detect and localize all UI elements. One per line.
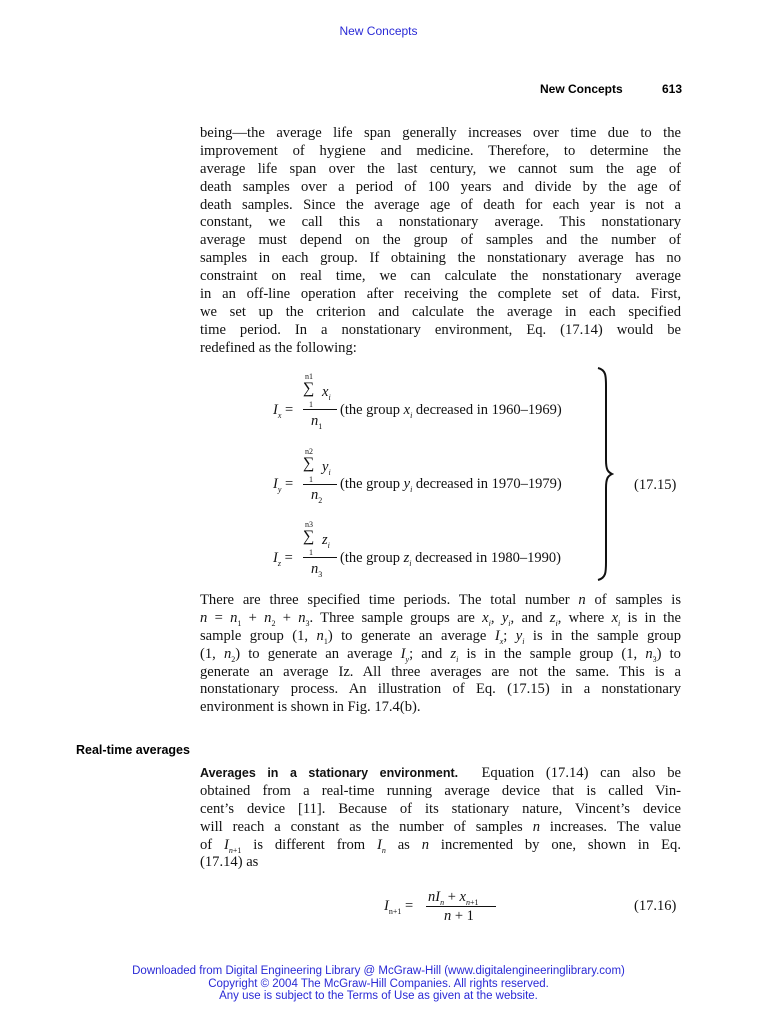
section-heading: Real-time averages <box>76 743 190 757</box>
footer-notice[interactable] <box>0 965 757 1003</box>
fraction-bar <box>303 484 337 485</box>
sum-lower-limit: 1 <box>309 548 313 557</box>
sum-lower-limit: 1 <box>309 400 313 409</box>
eq16-lhs: $I_{n+1}$ = <box>384 898 414 916</box>
text-line: generate an average Iz. All three averages are not the same. This is a <box>200 663 681 680</box>
text-line: (1, $n_2$) to generate an average $I_y$; and $z_i$ is in the sample group (1, $n_3$) to <box>200 645 681 664</box>
text-line: of $I_{n+1}$ is different from $I_n$ as n incremented by one, shown in Eq. <box>200 836 681 855</box>
sum-upper-limit: n2 <box>305 447 313 456</box>
denominator: $n_3$ <box>311 561 323 579</box>
text-line: sample group (1, $n_1$) to generate an average $I_x$; $y_i$ is in the sample group <box>200 627 682 646</box>
denominator: $n_1$ <box>311 413 323 431</box>
text-line: we set up the criterion and calculate the average in each specified <box>200 303 681 320</box>
eq16-numerator: $nI_n + x_{n+1}$ <box>428 889 479 907</box>
footer-line[interactable]: Downloaded from Digital Engineering Library @ McGraw-Hill (www.digitalengineeringlibrary.com) <box>132 965 625 977</box>
text-line: obtained from a real-time running average device that is called Vin- <box>200 782 681 799</box>
text-line: average must depend on the group of samples and the number of <box>200 232 681 249</box>
text-line: Averages in a stationary environment. Equation (17.14) can also be <box>200 765 681 781</box>
text-line: There are three specified time periods. The total number n of samples is <box>200 592 681 608</box>
text-line: time period. In a nonstationary environment, Eq. (17.14) would be <box>200 321 681 338</box>
text-line: constraint on real time, we can calculate the nonstationary average <box>200 268 681 285</box>
right-brace <box>596 366 614 582</box>
eq-row-lhs: $I_y$ = <box>273 476 294 494</box>
eq16-denominator: n + 1 <box>444 908 474 924</box>
sum-lower-limit: 1 <box>309 475 313 484</box>
top-link[interactable]: New Concepts <box>339 24 418 38</box>
text-line: in an off-line operation after receiving the complete set of data. First, <box>200 286 681 303</box>
summand: $y_i$ <box>322 459 331 477</box>
fraction-bar <box>303 557 337 558</box>
text-line: environment is shown in Fig. 17.4(b). <box>200 699 421 716</box>
sigma-symbol: ∑ <box>303 380 315 397</box>
summand: $z_i$ <box>322 532 330 550</box>
text-line: constant, we call this a nonstationary average. This nonstationary <box>200 214 681 231</box>
sum-upper-limit: n1 <box>305 372 313 381</box>
eq-row-annotation: (the group $y_i$ decreased in 1970–1979) <box>340 476 562 494</box>
fraction-bar <box>303 409 337 410</box>
text-line: nonstationary process. An illustration of Eq. (17.15) in a nonstationary <box>200 681 681 698</box>
runin-heading: Averages in a stationary environment. <box>200 766 459 780</box>
denominator: $n_2$ <box>311 487 323 505</box>
running-title: New Concepts <box>540 82 623 96</box>
sum-upper-limit: n3 <box>305 520 313 529</box>
text-line: will reach a constant as the number of samples n increases. The value <box>200 818 681 835</box>
summand: $x_i$ <box>322 384 331 402</box>
text-line: (17.14) as <box>200 854 259 871</box>
text-line: redefined as the following: <box>200 339 357 356</box>
eq-row-annotation: (the group $z_i$ decreased in 1980–1990) <box>340 550 561 568</box>
text-line: $n = n_1 + n_2 + n_3$. Three sample groups are $x_i$, $y_i$, and $z_i$, where $x_i$ is in the <box>200 609 682 628</box>
text-line: improvement of hygiene and medicine. Therefore, to determine the <box>200 142 681 159</box>
equation-number: (17.16) <box>634 898 677 914</box>
text-line: samples in each group. If obtaining the nonstationary average has no <box>200 250 681 267</box>
eq-row-lhs: $I_z$ = <box>273 550 293 568</box>
paragraph-stationary-environment <box>200 765 681 872</box>
footer-line[interactable]: Any use is subject to the Terms of Use as given at the website. <box>219 990 538 1002</box>
sigma-symbol: ∑ <box>303 455 315 472</box>
text-line: cent’s device [11]. Because of its stationary nature, Vincent’s device <box>200 800 681 817</box>
text-line: being—the average life span generally increases over time due to the <box>200 125 681 141</box>
paragraph-nonstationary-intro <box>200 125 681 358</box>
text-line: death samples over a period of 100 years and divide by the age of <box>200 178 681 195</box>
text-line: average life span over the last century, we cannot sum the age of <box>200 160 681 177</box>
text-line: death samples. Since the average age of death for each year is not a <box>200 196 681 213</box>
eq-row-annotation: (the group $x_i$ decreased in 1960–1969) <box>340 402 562 420</box>
footer-line: Copyright © 2004 The McGraw-Hill Companies. All rights reserved. <box>208 977 549 990</box>
eq-row-lhs: $I_x$ = <box>273 402 294 420</box>
sigma-symbol: ∑ <box>303 528 315 545</box>
fraction-bar <box>426 906 496 907</box>
page-number: 613 <box>661 82 682 96</box>
equation-number: (17.15) <box>634 477 677 493</box>
paragraph-three-periods <box>200 592 681 717</box>
running-head <box>540 82 682 96</box>
